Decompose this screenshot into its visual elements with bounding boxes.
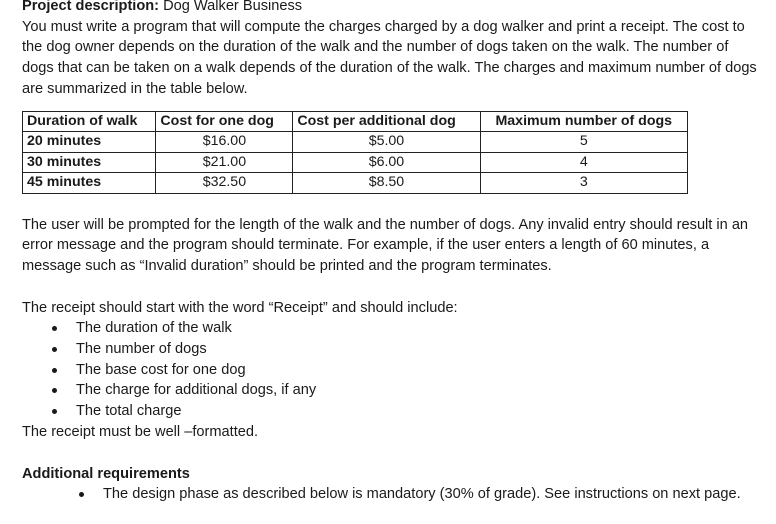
charges-table	[22, 111, 688, 194]
cell-max-dogs: 3	[480, 173, 687, 194]
header-duration: Duration of walk	[23, 111, 156, 132]
header-cost-additional: Cost per additional dog	[293, 111, 480, 132]
table-row	[23, 173, 688, 194]
project-title: Dog Walker Business	[159, 0, 303, 14]
bullet-icon	[52, 409, 57, 414]
receipt-items-list	[22, 318, 762, 422]
table-header-row	[23, 111, 688, 132]
list-item: The duration of the walk	[22, 318, 762, 339]
list-item: The number of dogs	[22, 339, 762, 360]
cell-cost-additional: $5.00	[293, 132, 480, 153]
cell-duration: 20 minutes	[23, 132, 156, 153]
list-item: The base cost for one dog	[22, 360, 762, 381]
additional-requirements-heading: Additional requirements	[22, 465, 190, 482]
cell-max-dogs: 5	[480, 132, 687, 153]
cell-cost-additional: $8.50	[293, 173, 480, 194]
cell-duration: 45 minutes	[23, 173, 156, 194]
project-description-label: Project description:	[22, 0, 160, 14]
intro-paragraph: You must write a program that will compute the charges charged by a dog walker and print a receipt. The cost to the dog owner depends on the duration of the walk and the number of dogs taken on the walk. The number of dogs that can be taken on a walk depends of the duration of the walk. The charges and maximum number of dogs are summarized in the table below.	[22, 18, 757, 97]
list-item: The design phase as described below is mandatory (30% of grade). See instructions on next page.	[22, 484, 762, 505]
document-page	[22, 0, 762, 505]
cell-max-dogs: 4	[480, 152, 687, 173]
cell-cost-one: $21.00	[156, 152, 293, 173]
receipt-footer: The receipt must be well –formatted.	[22, 423, 259, 440]
table-row	[23, 152, 688, 173]
additional-requirements-list	[22, 484, 762, 505]
project-description-line	[22, 0, 762, 17]
cell-cost-additional: $6.00	[293, 152, 480, 173]
bullet-icon	[52, 326, 57, 331]
list-item: The charge for additional dogs, if any	[22, 380, 762, 401]
table-row	[23, 132, 688, 153]
bullet-icon	[79, 492, 84, 497]
receipt-intro: The receipt should start with the word “Receipt” and should include:	[22, 299, 458, 316]
bullet-icon	[52, 368, 57, 373]
list-item: The total charge	[22, 401, 762, 422]
cell-duration: 30 minutes	[23, 152, 156, 173]
header-max-dogs: Maximum number of dogs	[480, 111, 687, 132]
prompt-paragraph: The user will be prompted for the length of the walk and the number of dogs. Any invalid entry should result in an error message and the program should terminate. For example, if the user enters a length of 60 minutes, a message such as “Invalid duration” should be printed and the program terminates.	[22, 216, 749, 274]
cell-cost-one: $32.50	[156, 173, 293, 194]
bullet-icon	[52, 347, 57, 352]
cell-cost-one: $16.00	[156, 132, 293, 153]
header-cost-one: Cost for one dog	[156, 111, 293, 132]
bullet-icon	[52, 388, 57, 393]
